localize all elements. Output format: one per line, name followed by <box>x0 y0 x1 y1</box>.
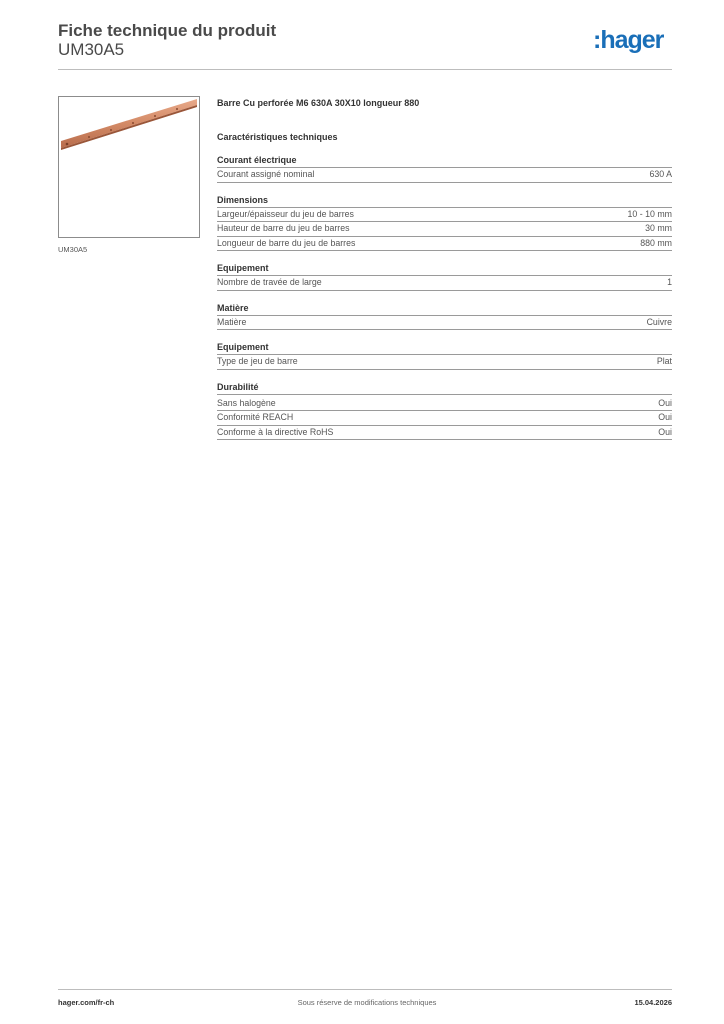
spec-row <box>217 168 672 183</box>
footer-website-link[interactable]: hager.com/fr-ch <box>58 998 115 1007</box>
spec-label: Longueur de barre du jeu de barres <box>217 237 356 248</box>
spec-row <box>217 208 672 223</box>
spec-row <box>217 237 672 252</box>
spec-label: Conformité REACH <box>217 412 294 422</box>
spec-row <box>217 411 672 426</box>
spec-value: Oui <box>658 397 672 408</box>
product-image <box>58 96 200 238</box>
spec-row <box>217 316 672 331</box>
spec-group-courant <box>217 154 672 183</box>
product-name: Barre Cu perforée M6 630A 30X10 longueur 880 <box>217 98 420 108</box>
spec-label: Matière <box>217 316 247 327</box>
spec-label: Sans halogène <box>217 397 276 408</box>
spec-group-equipement-1 <box>217 262 672 291</box>
image-caption: UM30A5 <box>58 245 88 254</box>
header-divider <box>58 69 672 70</box>
specs-section-title: Caractéristiques techniques <box>217 132 338 142</box>
spec-label: Hauteur de barre du jeu de barres <box>217 223 350 233</box>
spec-group-title: Durabilité <box>217 381 672 395</box>
spec-label: Nombre de travée de large <box>217 277 322 287</box>
spec-row <box>217 276 672 291</box>
copper-bar-illustration <box>59 97 199 237</box>
hager-logo[interactable] <box>593 26 673 60</box>
page-title: Fiche technique du produit <box>58 21 277 40</box>
spec-group-matiere <box>217 302 672 331</box>
spec-value: 1 <box>667 277 672 287</box>
spec-value: Oui <box>658 412 672 422</box>
spec-label: Type de jeu de barre <box>217 356 298 366</box>
spec-group-durabilite <box>217 381 672 441</box>
spec-group-title: Matière <box>217 302 672 316</box>
spec-group-title: Equipement <box>217 262 672 276</box>
logo-wordmark: :hager <box>593 26 664 54</box>
spec-label: Conforme à la directive RoHS <box>217 426 334 437</box>
footer-divider <box>58 989 672 990</box>
spec-value: Cuivre <box>646 316 672 327</box>
spec-content <box>217 96 672 440</box>
spec-row <box>217 397 672 412</box>
spec-label: Courant assigné nominal <box>217 169 315 179</box>
spec-row <box>217 355 672 370</box>
spec-value: Plat <box>656 356 672 366</box>
footer-date: 15.04.2026 <box>634 998 672 1007</box>
spec-row <box>217 222 672 237</box>
product-code: UM30A5 <box>58 40 125 59</box>
spec-value: 30 mm <box>645 223 672 233</box>
spec-group-title: Equipement <box>217 341 672 355</box>
spec-group-equipement-2 <box>217 341 672 370</box>
spec-label: Largeur/épaisseur du jeu de barres <box>217 208 354 219</box>
spec-value: 630 A <box>649 169 672 179</box>
spec-value: 880 mm <box>640 237 672 248</box>
spec-group-title: Dimensions <box>217 194 672 208</box>
spec-row <box>217 426 672 441</box>
spec-value: 10 - 10 mm <box>627 208 672 219</box>
spec-group-title: Courant électrique <box>217 154 672 168</box>
spec-group-dimensions <box>217 194 672 252</box>
footer-notice: Sous réserve de modifications techniques <box>297 998 437 1007</box>
spec-value: Oui <box>658 426 672 437</box>
